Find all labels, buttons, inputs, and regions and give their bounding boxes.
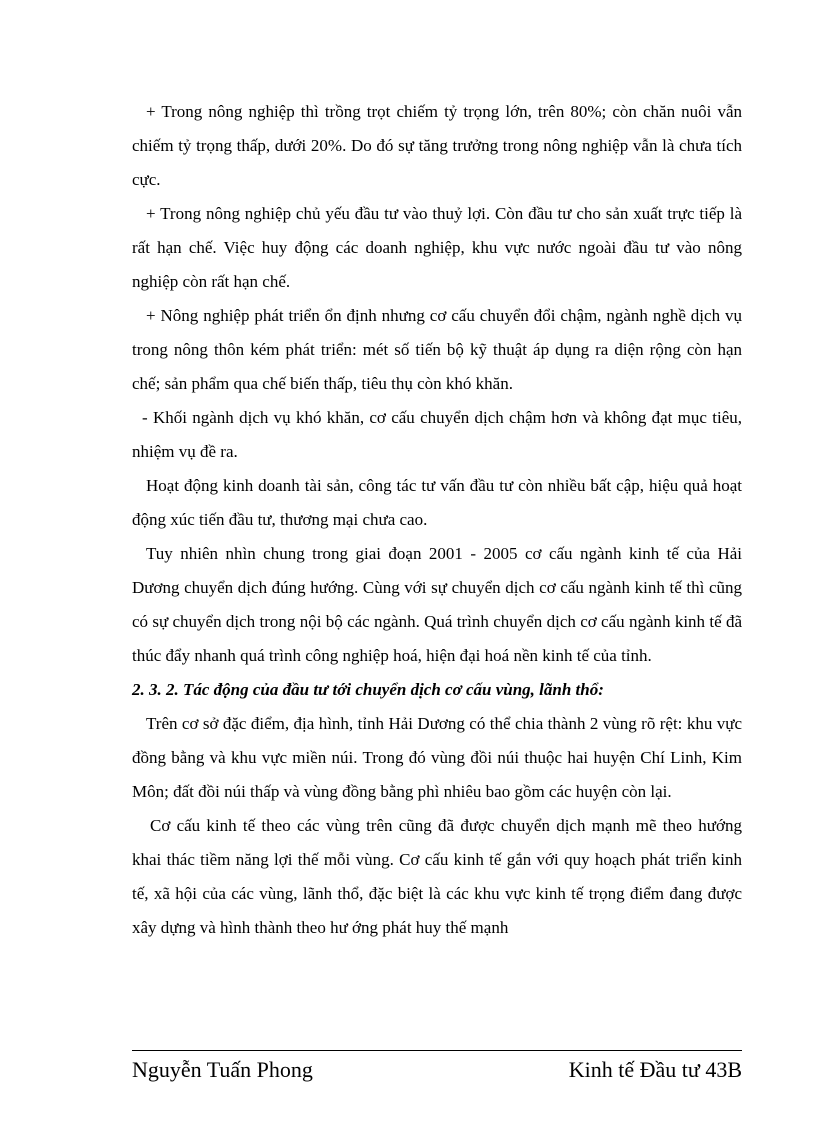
page-body — [132, 95, 742, 945]
paragraph-asset-business: Hoạt động kinh doanh tài sản, công tác tư vấn đầu tư còn nhiều bất cập, hiệu quả hoạt động xúc tiến đầu tư, thương mại chưa cao. — [132, 476, 742, 529]
paragraph-service-sector: - Khối ngành dịch vụ khó khăn, cơ cấu chuyển dịch chậm hơn và không đạt mục tiêu, nhiệm vụ đề ra. — [132, 408, 742, 461]
section-heading: 2. 3. 2. Tác động của đầu tư tới chuyển dịch cơ cấu vùng, lãnh thổ: — [132, 680, 604, 699]
footer-class: Kinh tế Đầu tư 43B — [568, 1057, 742, 1082]
page-footer — [132, 1054, 742, 1086]
paragraph-agriculture-stability: + Nông nghiệp phát triển ổn định nhưng cơ cấu chuyển đổi chậm, ngành nghề dịch vụ trong nông thôn kém phát triển: mét số tiến bộ kỹ thuật áp dụng ra diện rộng còn hạn chế; sản phẩm qua chế biến thấp, tiêu thụ còn khó khăn. — [132, 306, 742, 393]
paragraph-regions-overview: Trên cơ sở đặc điểm, địa hình, tỉnh Hải Dương có thể chia thành 2 vùng rõ rệt: khu vực đồng bằng và khu vực miền núi. Trong đó vùng đồi núi thuộc hai huyện Chí Linh, Kim Môn; đất đồi núi thấp và vùng đồng bằng phì nhiêu bao gồm các huyện còn lại. — [132, 714, 742, 801]
paragraph-overall-assessment: Tuy nhiên nhìn chung trong giai đoạn 2001 - 2005 cơ cấu ngành kinh tế của Hải Dương chuyển dịch đúng hướng. Cùng với sự chuyển dịch cơ cấu ngành kinh tế thì cũng có sự chuyển dịch trong nội bộ các ngành. Quá trình chuyển dịch cơ cấu ngành kinh tế đã thúc đẩy nhanh quá trình công nghiệp hoá, hiện đại hoá nền kinh tế của tỉnh. — [132, 544, 742, 665]
footer-author: Nguyễn Tuấn Phong — [132, 1057, 313, 1082]
paragraph-irrigation-investment: + Trong nông nghiệp chủ yếu đầu tư vào thuỷ lợi. Còn đầu tư cho sản xuất trực tiếp là rất hạn chế. Việc huy động các doanh nghiệp, khu vực nước ngoài đầu tư vào nông nghiệp còn rất hạn chế. — [132, 204, 742, 291]
footer-divider — [132, 1050, 742, 1051]
paragraph-crop-share: + Trong nông nghiệp thì trồng trọt chiếm tỷ trọng lớn, trên 80%; còn chăn nuôi vẫn chiếm tỷ trọng thấp, dưới 20%. Do đó sự tăng trưởng trong nông nghiệp vẫn là chưa tích cực. — [132, 102, 742, 189]
paragraph-regional-structure: Cơ cấu kinh tế theo các vùng trên cũng đã được chuyển dịch mạnh mẽ theo hướng khai thác tiềm năng lợi thế mỗi vùng. Cơ cấu kinh tế gắn với quy hoạch phát triển kinh tế, xã hội của các vùng, lãnh thổ, đặc biệt là các khu vực kinh tế trọng điểm đang được xây dựng và hình thành theo hư ớng phát huy thế mạnh — [132, 816, 742, 937]
